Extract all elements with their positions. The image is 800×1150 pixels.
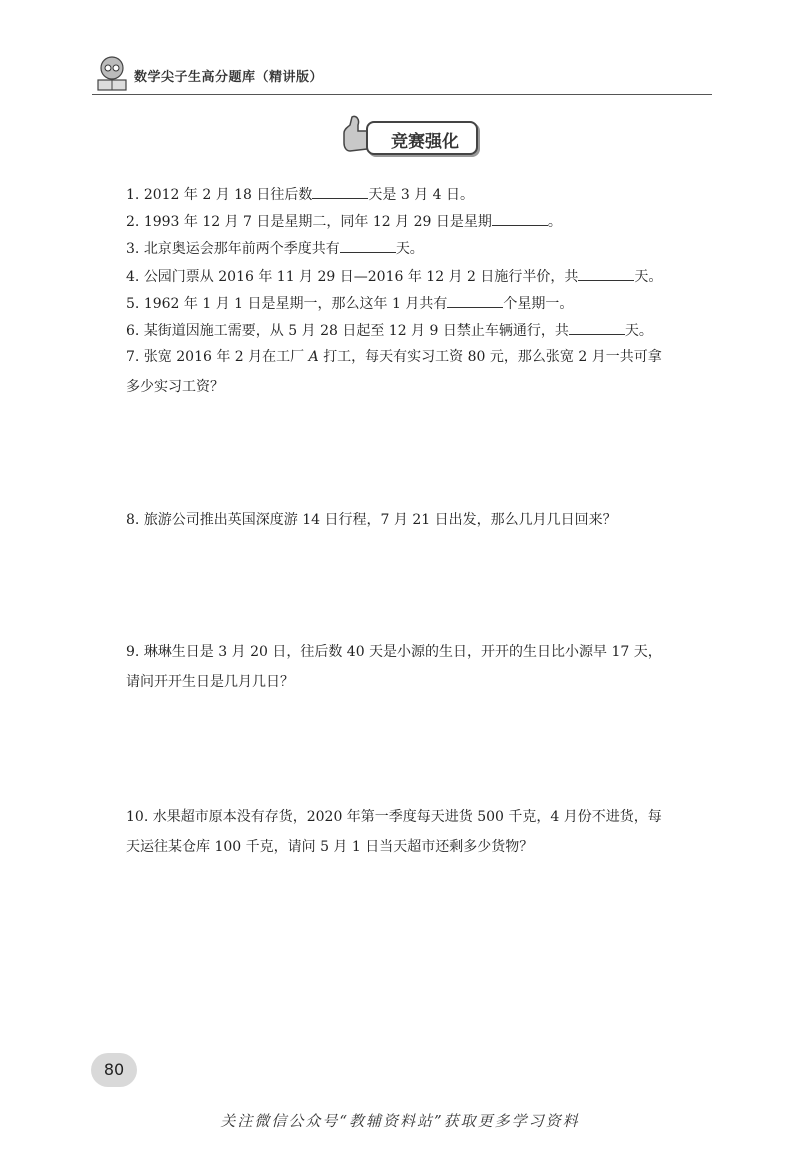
book-title: 数学尖子生高分题库（精讲版） (134, 70, 324, 85)
header-rule (92, 94, 712, 95)
page-number-badge (91, 1053, 137, 1087)
section-label: 竞赛强化 (391, 132, 459, 152)
question-1: 1. 2012 年 2 月 18 日往后数 天是 3 月 4 日。 (126, 184, 474, 205)
question-5: 5. 1962 年 1 月 1 日是星期一，那么这年 1 月共有 个星期一。 (126, 293, 573, 314)
question-3: 3. 北京奥运会那年前两个季度共有 天。 (126, 238, 424, 259)
question-10: 10. 水果超市原本没有存货，2020 年第一季度每天进货 500 千克，4 月份不进货，每天运往某仓库 100 千克，请问 5 月 1 日当天超市还剩多少货物？ (126, 809, 662, 855)
answer-blank (569, 320, 625, 335)
answer-blank (312, 184, 368, 199)
question-6: 6. 某街道因施工需要，从 5 月 28 日起至 12 月 9 日禁止车辆通行，共 天。 (126, 320, 653, 341)
answer-blank (492, 211, 548, 226)
answer-blank (340, 238, 396, 253)
question-9: 9. 琳琳生日是 3 月 20 日，往后数 40 天是小源的生日，开开的生日比小源早 17 天，请问开开生日是几月几日？ (126, 644, 662, 690)
question-4: 4. 公园门票从 2016 年 11 月 29 日—2016 年 12 月 2 日施行半价，共 天。 (126, 266, 662, 287)
running-header (92, 54, 712, 94)
answer-blank (578, 266, 634, 281)
page-number: 80 (103, 1060, 125, 1079)
section-badge (338, 113, 478, 159)
cartoon-kid-reading-icon (92, 54, 132, 94)
question-8: 8. 旅游公司推出英国深度游 14 日行程，7 月 21 日出发，那么几月几日回来？ (126, 512, 617, 528)
question-2: 2. 1993 年 12 月 7 日是星期二，同年 12 月 29 日是星期 。 (126, 211, 562, 232)
question-7: 7. 张宽 2016 年 2 月在工厂 A 打工，每天有实习工资 80 元，那么张宽 2 月一共可拿多少实习工资？ (126, 349, 662, 395)
answer-blank (447, 293, 503, 308)
footer-note: 关注微信公众号“教辅资料站”获取更多学习资料 (220, 1112, 580, 1130)
section-label-box (366, 121, 478, 155)
